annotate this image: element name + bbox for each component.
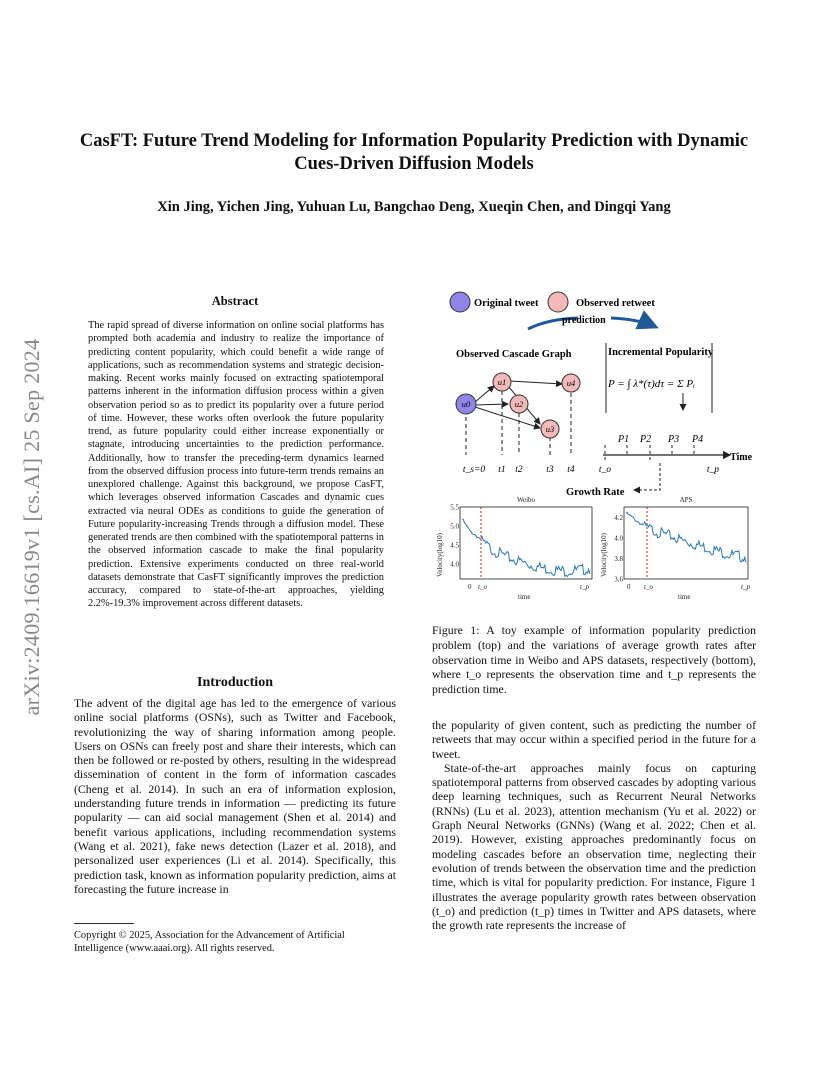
p-label-1: P1 bbox=[618, 434, 630, 445]
node-label-u4: u4 bbox=[566, 378, 576, 388]
aps-xtick-to: t_o bbox=[644, 583, 653, 591]
popularity-formula: P = ∫ λ*(τ)dτ = Σ Pᵢ bbox=[608, 378, 695, 390]
node-label-u3: u3 bbox=[545, 424, 555, 434]
right-column-text bbox=[432, 718, 756, 932]
legend-retweet-label: Observed retweet bbox=[576, 298, 655, 309]
cascade-graph-title: Observed Cascade Graph bbox=[456, 349, 572, 360]
aps-chart-title: APS bbox=[679, 496, 693, 504]
arxiv-id: arXiv:2409.16619v1 [cs.AI] 25 Sep 2024 bbox=[19, 338, 44, 716]
arxiv-stamp bbox=[12, 292, 52, 762]
figure-1 bbox=[428, 285, 758, 607]
growth-rate-label: Growth Rate bbox=[566, 487, 625, 498]
aps-xtick-tp: t_p bbox=[741, 583, 750, 591]
legend-original-label: Original tweet bbox=[474, 298, 539, 309]
time-mark-t3: t3 bbox=[546, 465, 554, 475]
weibo-xtick-tp: t_p bbox=[580, 583, 589, 591]
time-mark-t1: t1 bbox=[498, 465, 506, 475]
y-tick-label: 3.6 bbox=[614, 575, 623, 584]
weibo-xlabel: time bbox=[518, 593, 531, 601]
weibo-xtick-0: 0 bbox=[468, 583, 472, 591]
y-tick-label: 4.5 bbox=[450, 541, 459, 550]
aps-plot-frame bbox=[624, 507, 748, 579]
paragraph: State-of-the-art approaches mainly focus on capturing spatiotemporal patterns from observed cascades by adopting various deep learning techniques, such as Recurrent Neural Networks (RNNs) (Lu et al. 2023), attention mechanism (Yu et al. 2022) or Graph Neural Networks (GNNs) (Wang et al. 2022; Chen et al. 2019). However, existing approaches predominantly focus on modeling cascades before an observation time, neglecting their evolution of trends between the observation time and the prediction time, which is vital for popularity prediction. For instance, Figure 1 illustrates the average popularity growth rates between observation (t_o) and prediction (t_p) times in Twitter and APS datasets, where the growth rate represents the increase of bbox=[432, 760, 756, 933]
author-list: Xin Jing, Yichen Jing, Yuhuan Lu, Bangchao Deng, Xueqin Chen, and Dingqi Yang bbox=[157, 199, 671, 215]
incremental-popularity-title: Incremental Popularity bbox=[608, 347, 714, 358]
time-mark-tp: t_p bbox=[706, 465, 720, 475]
time-mark-t4: t4 bbox=[567, 465, 575, 475]
prediction-label: prediction bbox=[562, 315, 606, 326]
footnote-rule bbox=[74, 923, 134, 924]
time-mark-ts: t_s=0 bbox=[462, 465, 486, 475]
time-axis-label: Time bbox=[730, 452, 753, 463]
time-mark-to: t_o bbox=[598, 465, 612, 475]
copyright-footnote: Copyright © 2025, Association for the Advancement of Artificial Intelligence (www.aaai.org). All rights reserved. bbox=[74, 930, 345, 954]
p-label-3: P3 bbox=[668, 434, 680, 445]
y-tick-label: 4.2 bbox=[614, 513, 623, 522]
node-label-u1: u1 bbox=[497, 377, 507, 387]
aps-ylabel: Velocity(log10) bbox=[600, 533, 608, 577]
weibo-chart-title: Weibo bbox=[516, 496, 536, 504]
aps-xtick-0: 0 bbox=[627, 583, 631, 591]
weibo-ylabel: Velocity(log10) bbox=[436, 533, 444, 577]
intro-text: The advent of the digital age has led to the emergence of various online social platforms (OSNs), such as Twitter and Facebook, revolutionizing the way of sharing information among people. Users on OSNs can freely post and share their interests, which can then be followed or re-posted by others, resulting in the widespread dissemination of content in the form of information cascades (Cheng et al. 2014). In such an era of information explosion, understanding future trends in information — predicting its future popularity — can aid social management (Shen et al. 2014) and benefit various applications, including recommendation systems (Wang et al. 2021), fake news detection (Lazer et al. 2018), and personalized user experiences (Li et al. 2014). Specifically, this prediction task, known as information popularity prediction, aims at forecasting the future increase in bbox=[74, 696, 396, 896]
y-tick-label: 5.5 bbox=[450, 503, 459, 512]
node-label-u0: u0 bbox=[461, 399, 471, 409]
weibo-plot-frame bbox=[460, 507, 592, 579]
time-mark-t2: t2 bbox=[515, 465, 523, 475]
intro-heading: Introduction bbox=[197, 675, 273, 690]
paragraph: the popularity of given content, such as predicting the number of retweets that may occur within a specified period in the future for a tweet. bbox=[432, 718, 756, 761]
p-label-4: P4 bbox=[692, 434, 704, 445]
figure-caption: Figure 1: A toy example of information popularity prediction problem (top) and the variations of average growth rates after observation time in Weibo and APS datasets, respectively (bottom), where t_o represents the observation time and t_p represents the prediction time. bbox=[432, 623, 756, 697]
abstract-text: The rapid spread of diverse information on online social platforms has prompted both academia and industry to realize the importance of predicting content popularity, which could benefit a wide range of applications, such as recommendation systems and strategic decision-making. Recent works mainly focused on extracting spatiotemporal patterns inherent in the information diffusion process within a given observation period so as to predict its popularity over a future period of time. However, these works often overlook the future popularity trend, as future popularity could either increase exponentially or stagnate, introducing uncertainties to the prediction performance. Additionally, how to transfer the preceding-term dynamics learned from the observed diffusion process into future-term trends remains an unexplored challenge. Against this background, we propose CasFT, which leverages observed information Cascades and dynamic cues extracted via neural ODEs as conditions to guide the generation of Future popularity-increasing Trends through a diffusion model. These generated trends are then combined with the spatiotemporal patterns in the observed information cascade to make the final popularity prediction. Extensive experiments conducted on three real-world datasets demonstrate that CasFT significantly improves the prediction accuracy, compared to state-of-the-art approaches, yielding 2.2%-19.3% improvement across different datasets. bbox=[88, 320, 384, 610]
aps-series-line bbox=[626, 512, 746, 562]
y-tick-label: 3.8 bbox=[614, 554, 623, 563]
node-label-u2: u2 bbox=[514, 399, 524, 409]
paper-title: CasFT: Future Trend Modeling for Information Popularity Prediction with Dynamic Cues-Driven Diffusion Models bbox=[79, 131, 749, 174]
abstract-heading: Abstract bbox=[211, 294, 259, 308]
original-tweet-legend-icon bbox=[450, 292, 470, 312]
weibo-xtick-to: t_o bbox=[478, 583, 487, 591]
y-tick-label: 4.0 bbox=[450, 560, 459, 569]
y-tick-label: 4.0 bbox=[614, 534, 623, 543]
retweet-legend-icon bbox=[548, 292, 568, 312]
p-label-2: P2 bbox=[640, 434, 652, 445]
y-tick-label: 5.0 bbox=[450, 522, 459, 531]
aps-xlabel: time bbox=[678, 593, 691, 601]
